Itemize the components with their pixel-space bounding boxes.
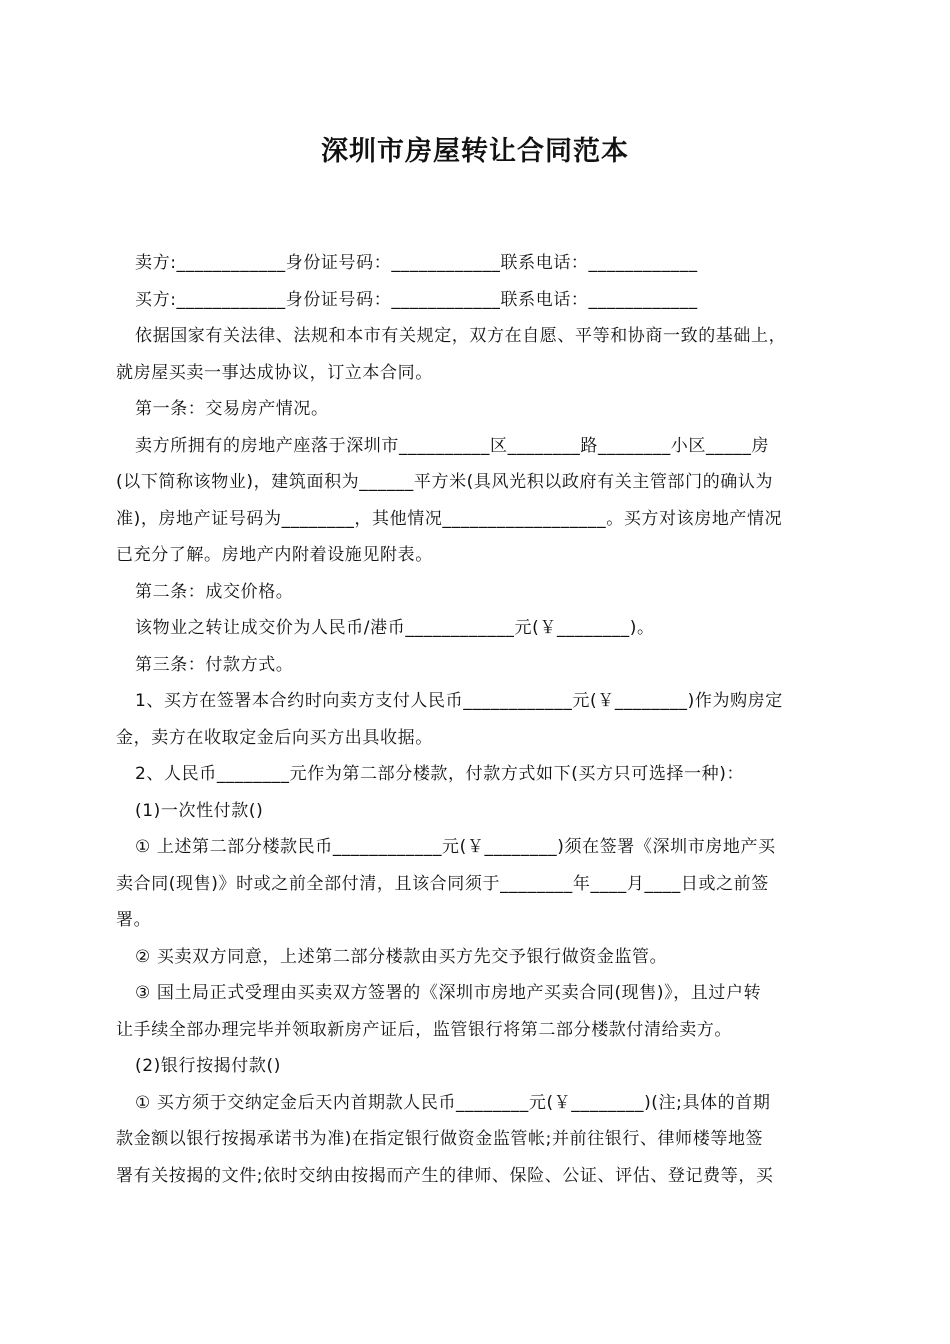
document-title: 深圳市房屋转让合同范本 xyxy=(321,136,629,167)
contract-text-line: ③ 国土局正式受理由买卖双方签署的《深圳市房地产买卖合同(现售)》，且过户转 xyxy=(135,983,762,1003)
contract-text-line: 第一条：交易房产情况。 xyxy=(135,399,329,419)
contract-text-line: 该物业之转让成交价为人民币/港币____________元(￥________)。 xyxy=(135,618,655,638)
contract-text-line: 金，卖方在收取定金后向买方出具收据。 xyxy=(116,727,433,748)
contract-text-line: 第三条：付款方式。 xyxy=(135,654,294,675)
contract-text-line: 买方:____________身份证号码：____________联系电话：____________ xyxy=(135,289,698,310)
contract-text-line: ① 买方须于交纳定金后天内首期款人民币________元(￥________)(注;具体的首期 xyxy=(135,1092,771,1113)
contract-text-line: 依据国家有关法律、法规和本市有关规定，双方在自愿、平等和协商一致的基础上， xyxy=(135,326,787,346)
contract-text-line: 让手续全部办理完毕并领取新房产证后，监管银行将第二部分楼款付清给卖方。 xyxy=(116,1019,732,1040)
contract-text-line: 卖合同(现售)》时或之前全部付清，且该合同须于________年____月____日或之前签 xyxy=(116,873,769,894)
contract-text-line: 已充分了解。房地产内附着设施见附表。 xyxy=(116,545,433,565)
contract-text-line: (以下简称该物业)，建筑面积为______平方米(具风光积以政府有关主管部门的确认为 xyxy=(116,472,774,492)
contract-text-line: (1)一次性付款() xyxy=(135,800,264,821)
contract-text-line: 署有关按揭的文件;依时交纳由按揭而产生的律师、保险、公证、评估、登记费等，买 xyxy=(116,1165,774,1186)
contract-body xyxy=(116,245,838,1194)
contract-text-line: 卖方所拥有的房地产座落于深圳市__________区________路________小区_____房 xyxy=(135,435,770,456)
contract-text-line: 准)，房地产证号码为________，其他情况__________________。买方对该房地产情况 xyxy=(116,508,783,529)
contract-text-line: 卖方:____________身份证号码：____________联系电话：____________ xyxy=(135,253,698,273)
contract-text-line: ② 买卖双方同意，上述第二部分楼款由买方先交予银行做资金监管。 xyxy=(135,946,668,967)
contract-text-line: 第二条：成交价格。 xyxy=(135,581,294,602)
contract-text-line: 款金额以银行按揭承诺书为准)在指定银行做资金监管帐;并前往银行、律师楼等地签 xyxy=(116,1129,764,1149)
contract-text-line: (2)银行按揭付款() xyxy=(135,1056,281,1076)
contract-text-line: 2、人民币________元作为第二部分楼款，付款方式如下(买方只可选择一种)： xyxy=(135,764,745,784)
contract-text-line: 就房屋买卖一事达成协议，订立本合同。 xyxy=(116,362,433,383)
contract-text-line: ① 上述第二部分楼款民币____________元(￥________)须在签署《深圳市房地产买 xyxy=(135,837,776,857)
contract-text-line: 1、买方在签署本合约时向卖方支付人民币____________元(￥________)作为购房定 xyxy=(135,691,783,711)
contract-text-line: 署。 xyxy=(116,910,152,930)
